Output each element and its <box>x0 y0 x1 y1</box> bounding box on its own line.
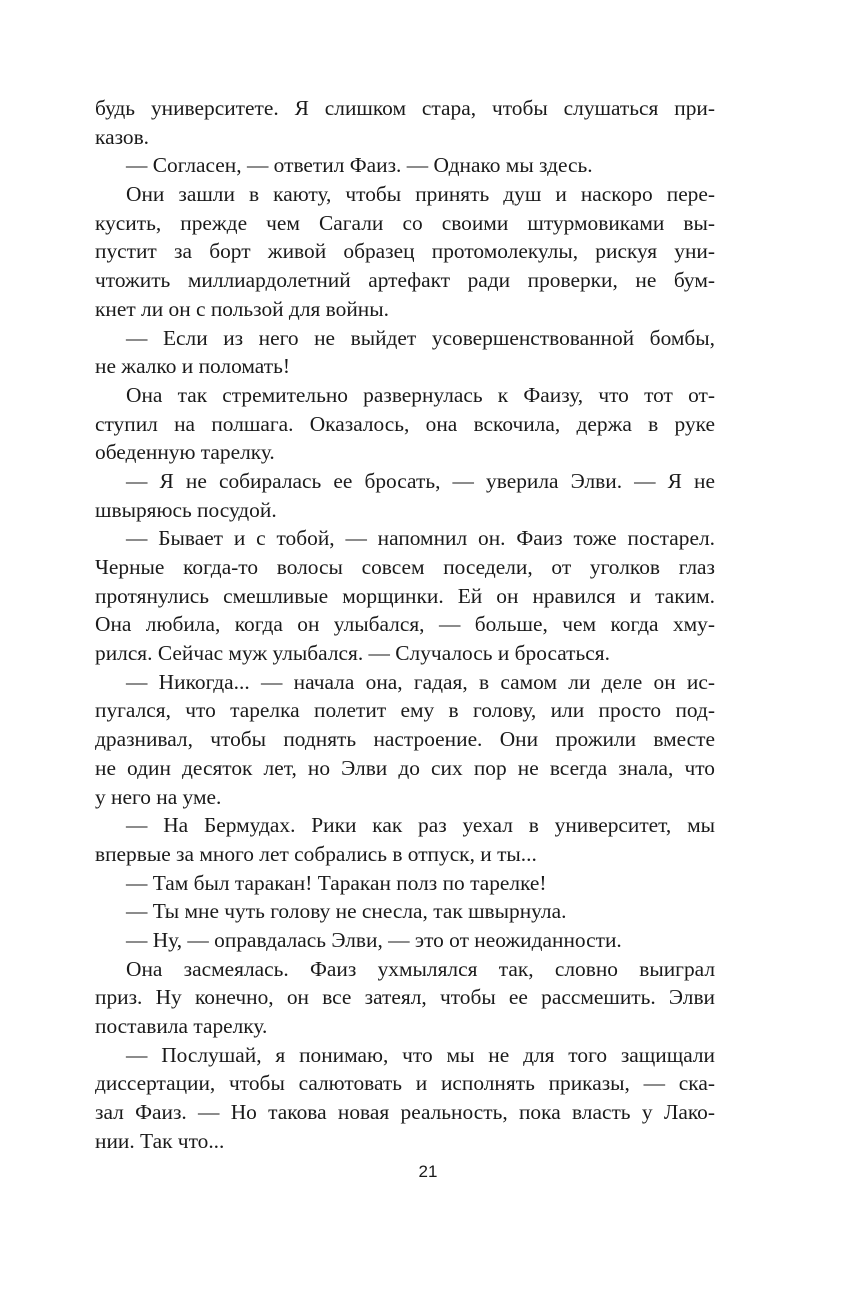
text-line: рился. Сейчас муж улыбался. — Случалось и бросаться. <box>95 641 610 666</box>
text-line: Черные когда-то волосы совсем поседели, от уголков глаз <box>95 555 715 579</box>
text-line: будь университете. Я слишком стара, чтобы слушаться при- <box>95 96 715 120</box>
text-line: — Никогда... — начала она, гадая, в самом ли деле он ис- <box>126 669 715 694</box>
text-line: пустит за борт живой образец протомолекулы, рискуя уни- <box>95 239 715 264</box>
text-line: Они зашли в каюту, чтобы принять душ и наскоро пере- <box>126 182 715 207</box>
text-line: — Если из него не выйдет усовершенствованной бомбы, <box>126 325 715 350</box>
text-line: — Ну, — оправдалась Элви, — это от неожиданности. <box>126 927 622 952</box>
text-line: дразнивал, чтобы поднять настроение. Они прожили вместе <box>95 727 715 752</box>
text-line: кусить, прежде чем Сагали со своими штурмовиками вы- <box>95 210 715 235</box>
text-line: кнет ли он с пользой для войны. <box>95 296 389 321</box>
text-line: — Ты мне чуть голову не снесла, так швырнула. <box>126 899 567 924</box>
text-line: приз. Ну конечно, он все затеял, чтобы ее рассмешить. Элви <box>95 985 715 1010</box>
text-line: нии. Так что... <box>95 1128 225 1153</box>
text-line: — Я не собиралась ее бросать, — уверила Элви. — Я не <box>126 468 715 493</box>
text-line: зал Фаиз. — Но такова новая реальность, пока власть у Лако- <box>95 1100 715 1125</box>
text-line: диссертации, чтобы салютовать и исполнять приказы, — ска- <box>95 1071 715 1096</box>
text-line: протянулись смешливые морщинки. Ей он нравился и таким. <box>95 583 715 608</box>
text-line: — Послушай, я понимаю, что мы не для того защищали <box>126 1042 715 1067</box>
text-line: не жалко и поломать! <box>95 354 290 379</box>
text-line: поставила тарелку. <box>95 1014 268 1038</box>
text-line: чтожить миллиардолетний артефакт ради проверки, не бум- <box>95 268 715 293</box>
text-line: казов. <box>95 124 150 149</box>
text-line: Она любила, когда он улыбался, — больше, чем когда хму- <box>95 612 715 637</box>
body-text <box>95 94 715 1155</box>
text-line: Она засмеялась. Фаиз ухмылялся так, словно выиграл <box>126 956 715 981</box>
text-line: не один десяток лет, но Элви до сих пор не всегда знала, что <box>95 755 715 780</box>
text-line: у него на уме. <box>95 784 222 809</box>
text-line: — Бывает и с тобой, — напомнил он. Фаиз тоже постарел. <box>126 526 715 551</box>
text-line: обеденную тарелку. <box>95 440 275 465</box>
text-line: впервые за много лет собрались в отпуск, и ты... <box>95 841 537 866</box>
text-line: — Согласен, — ответил Фаиз. — Однако мы здесь. <box>126 153 593 178</box>
page-number: 21 <box>418 1162 438 1181</box>
text-line: пугался, что тарелка полетит ему в голову, или просто под- <box>95 698 715 723</box>
text-line: — На Бермудах. Рики как раз уехал в университет, мы <box>126 813 715 838</box>
text-line: швыряюсь посудой. <box>95 497 277 522</box>
text-line: — Там был таракан! Таракан полз по тарелке! <box>126 870 547 895</box>
text-line: ступил на полшага. Оказалось, она вскочила, держа в руке <box>95 411 715 436</box>
text-line: Она так стремительно развернулась к Фаизу, что тот от- <box>126 382 715 407</box>
